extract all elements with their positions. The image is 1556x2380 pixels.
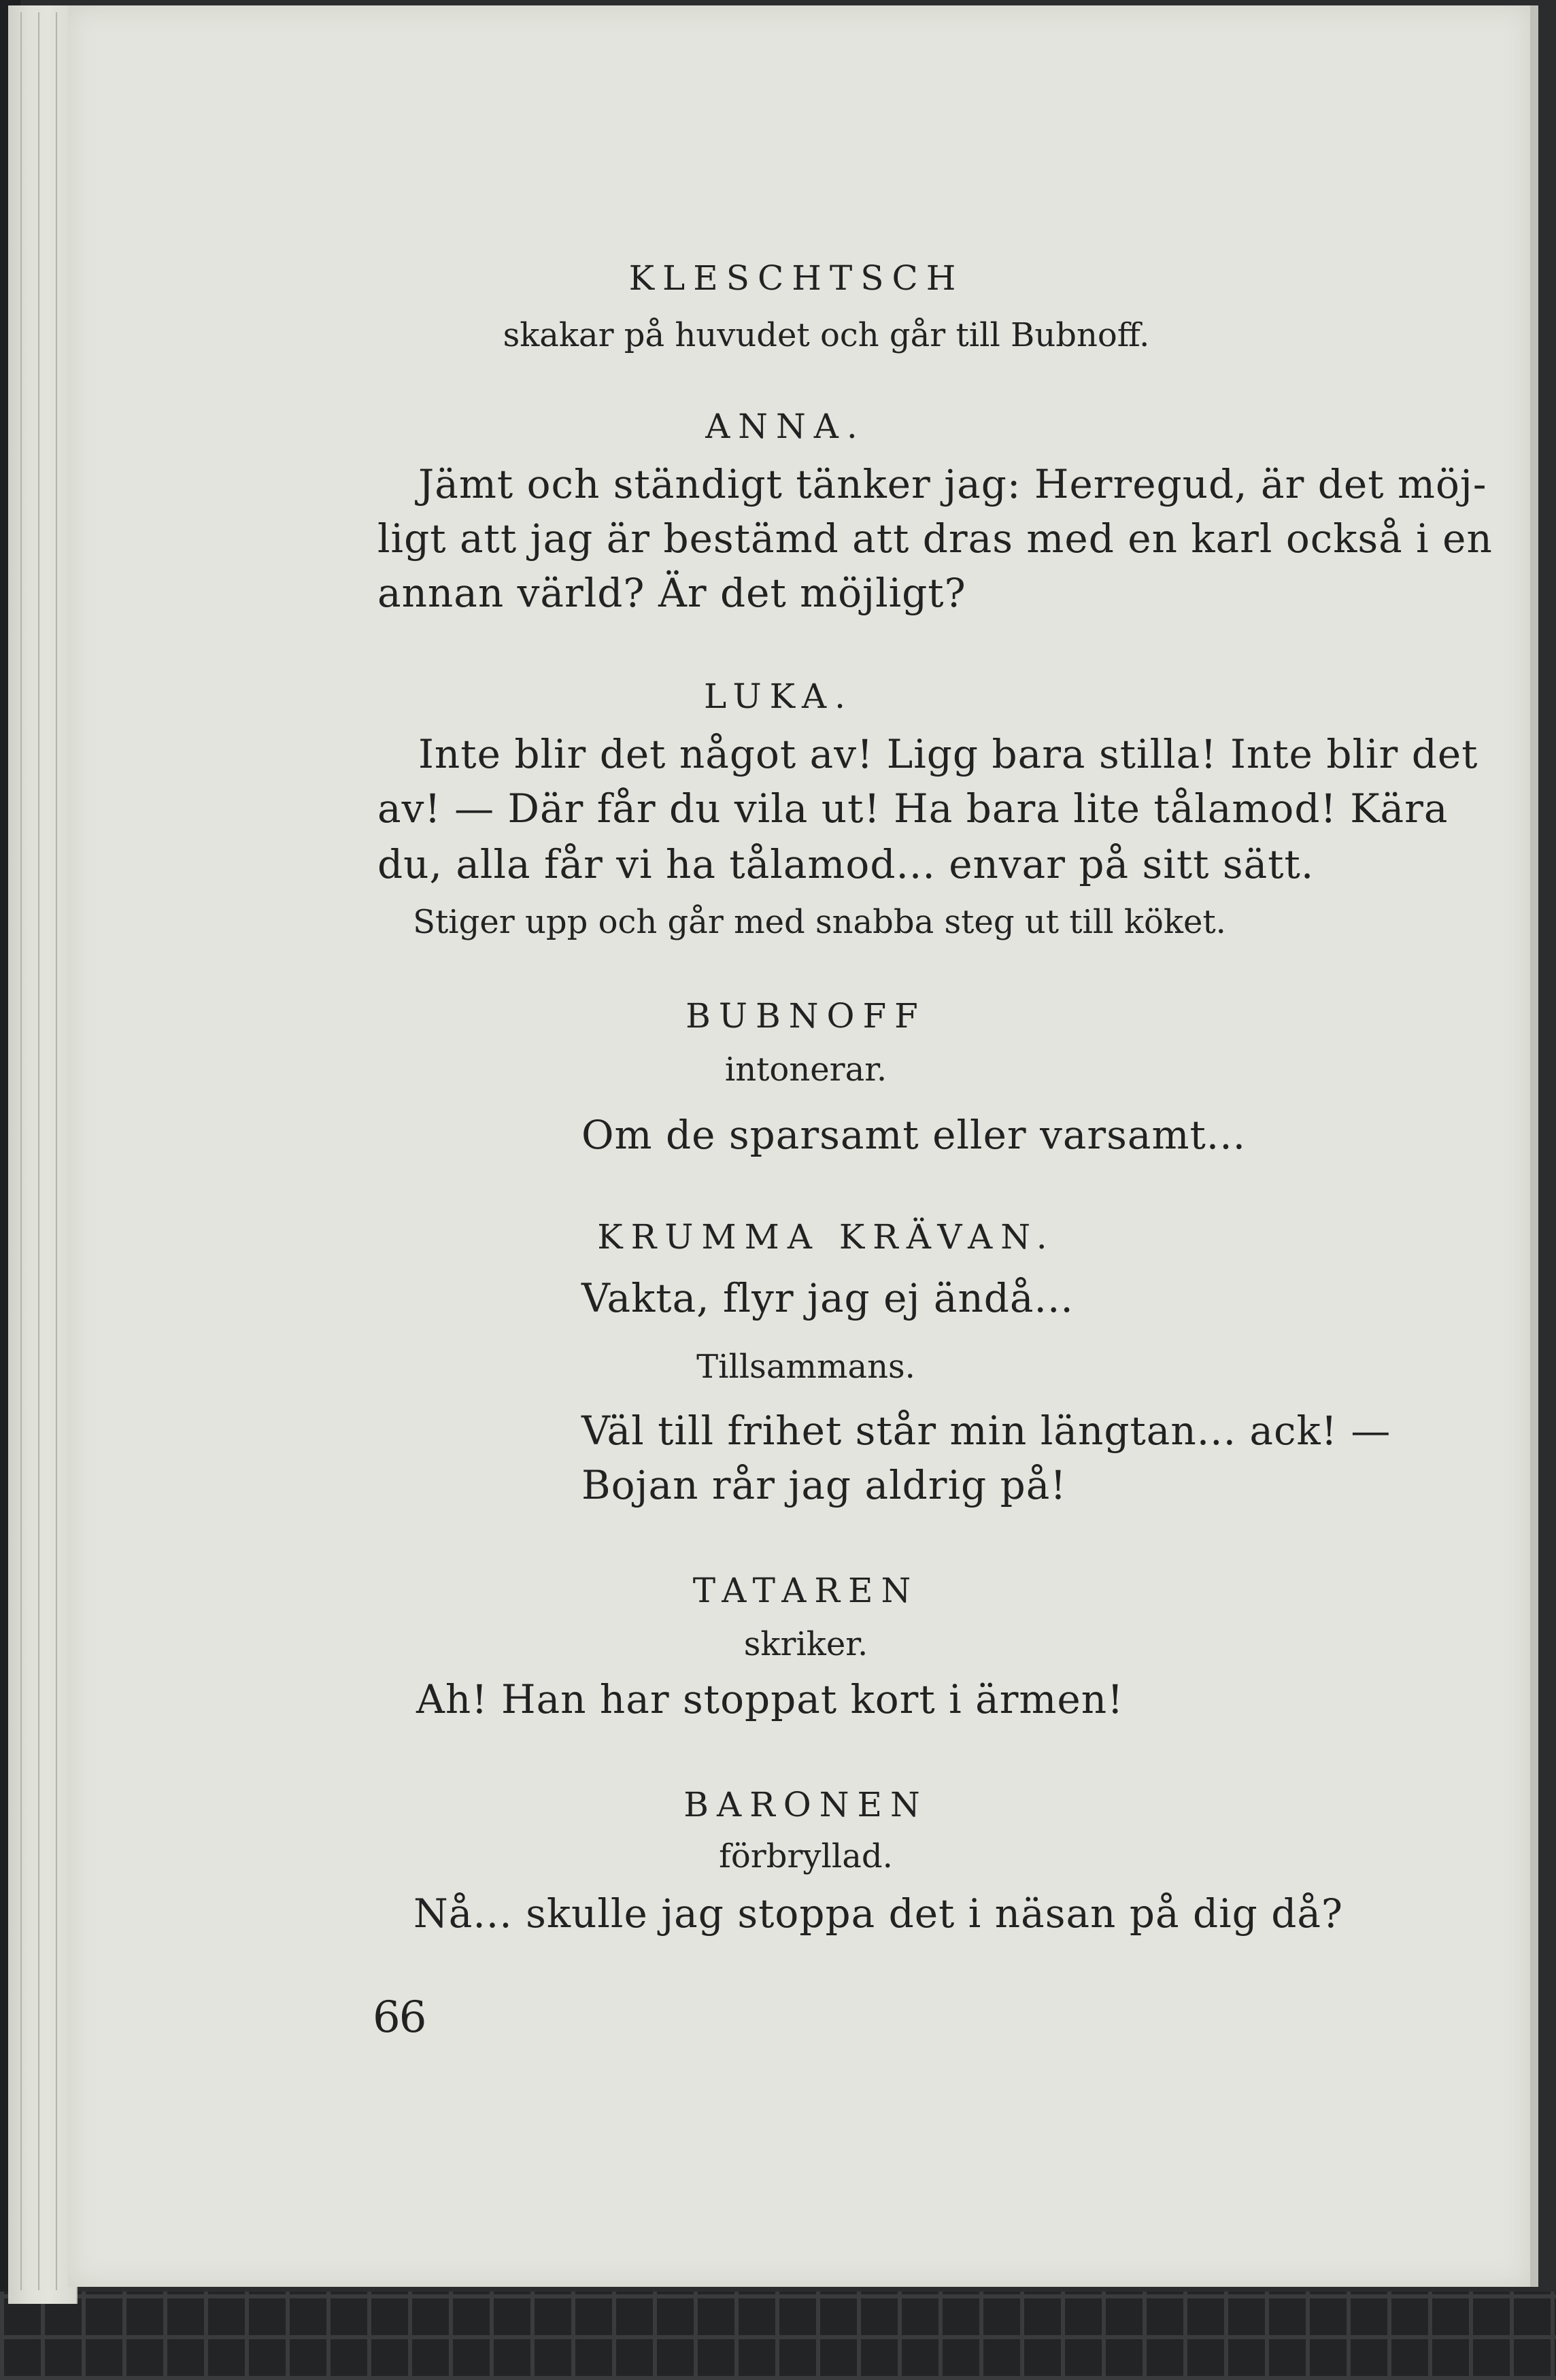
dialogue-line: Bojan rår jag aldrig på! [581,1462,1067,1508]
stage-direction: skriker. [743,1625,868,1663]
stage-direction: förbryllad. [719,1837,893,1875]
dialogue-line: du, alla får vi ha tålamod... envar på sitt sätt. [377,841,1315,887]
speaker-name: BUBNOFF [686,996,926,1036]
deckle-line [20,12,22,2290]
dialogue-line: Jämt och ständigt tänker jag: Herregud, är det möj- [418,461,1487,507]
page-number: 66 [373,1992,426,2043]
speaker-name: KLESCHTSCH [628,258,964,298]
deckle-edge [8,5,78,2304]
speaker-name: KRUMMA KRÄVAN. [597,1217,1055,1257]
stage-direction: skakar på huvudet och går till Bubnoff. [503,316,1150,354]
dialogue-line: Ah! Han har stoppat kort i ärmen! [416,1676,1124,1722]
deckle-line [38,12,39,2290]
deckle-line [56,12,57,2290]
speaker-name: BARONEN [683,1785,928,1824]
dialogue-line: Inte blir det något av! Ligg bara stilla! Inte blir det [418,731,1478,777]
stage-direction: Stiger upp och går med snabba steg ut till köket. [413,903,1226,941]
dialogue-line: Om de sparsamt eller varsamt... [581,1112,1247,1158]
scanner-bed [0,2292,1556,2380]
dialogue-line: ligt att jag är bestämd att dras med en karl också i en [377,515,1493,562]
speaker-name: ANNA. [705,407,866,446]
stage-direction: intonerar. [724,1051,887,1089]
speaker-name: LUKA. [704,677,853,716]
dialogue-line: Vakta, flyr jag ej ändå... [581,1275,1074,1321]
dialogue-line: Nå... skulle jag stoppa det i näsan på dig då? [413,1890,1344,1937]
stage-direction: Tillsammans. [696,1348,915,1386]
dialogue-line: av! — Där får du vila ut! Ha bara lite tålamod! Kära [377,785,1449,832]
dialogue-line: Väl till frihet står min längtan... ack! — [581,1408,1391,1454]
speaker-name: TATAREN [692,1571,919,1610]
dialogue-line: annan värld? Är det möjligt? [377,570,966,616]
